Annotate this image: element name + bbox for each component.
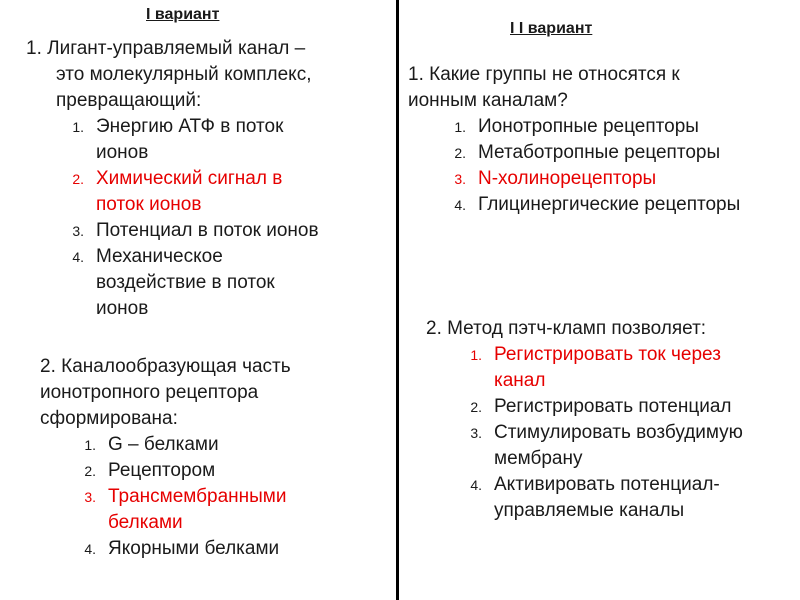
question-text-line: это молекулярный комплекс, xyxy=(56,64,312,85)
question-text-line: ионотропного рецептора xyxy=(40,382,259,403)
question-text-line: 2. Каналообразующая часть xyxy=(40,356,291,377)
question-text-line: 1. Лигант-управляемый канал – xyxy=(26,38,306,59)
answer-option: 1. Ионотропные рецепторы xyxy=(454,116,699,137)
column-divider xyxy=(396,0,399,600)
variant-1-heading: I вариант xyxy=(146,6,220,23)
answer-option: 4. Механическое воздействие в поток ионов xyxy=(72,246,275,319)
answer-option: 2. Регистрировать потенциал xyxy=(470,396,732,417)
answer-option: 4. Глицинергические рецепторы xyxy=(454,194,741,215)
answer-options xyxy=(438,114,793,218)
question-text-line: превращающий: xyxy=(56,90,202,111)
variant-1-question-2 xyxy=(40,354,390,562)
answer-option-correct: 3. N-холинорецепторы xyxy=(454,168,657,189)
answer-options xyxy=(56,114,386,322)
answer-option-correct: 1. Регистрировать ток через канал xyxy=(470,344,721,391)
question-text-line: сформирована: xyxy=(40,408,178,429)
question-text-line: 1. Какие группы не относятся к xyxy=(408,64,680,85)
answer-option: 4. Активировать потенциал- управляемые каналы xyxy=(470,474,720,521)
variant-2-question-1 xyxy=(408,62,793,218)
answer-option: 4. Якорными белками xyxy=(84,538,280,559)
question-text-line: ионным каналам? xyxy=(408,90,568,111)
answer-option: 3. Потенциал в поток ионов xyxy=(72,220,319,241)
answer-option: 2. Рецептором xyxy=(84,460,216,481)
answer-option: 3. Стимулировать возбудимую мембрану xyxy=(470,422,743,469)
answer-option-correct: 3. Трансмембранными белками xyxy=(84,486,287,533)
variant-2-heading: I I вариант xyxy=(510,20,593,37)
answer-options xyxy=(68,432,390,562)
answer-option: 1. G – белками xyxy=(84,434,219,455)
variant-1-question-1 xyxy=(26,36,386,322)
variant-2-question-2 xyxy=(426,316,796,524)
answer-options xyxy=(454,342,796,524)
answer-option: 2. Метаботропные рецепторы xyxy=(454,142,721,163)
answer-option-correct: 2. Химический сигнал в поток ионов xyxy=(72,168,283,215)
answer-option: 1. Энергию АТФ в поток ионов xyxy=(72,116,284,163)
question-text-line: 2. Метод пэтч-кламп позволяет: xyxy=(426,318,707,339)
